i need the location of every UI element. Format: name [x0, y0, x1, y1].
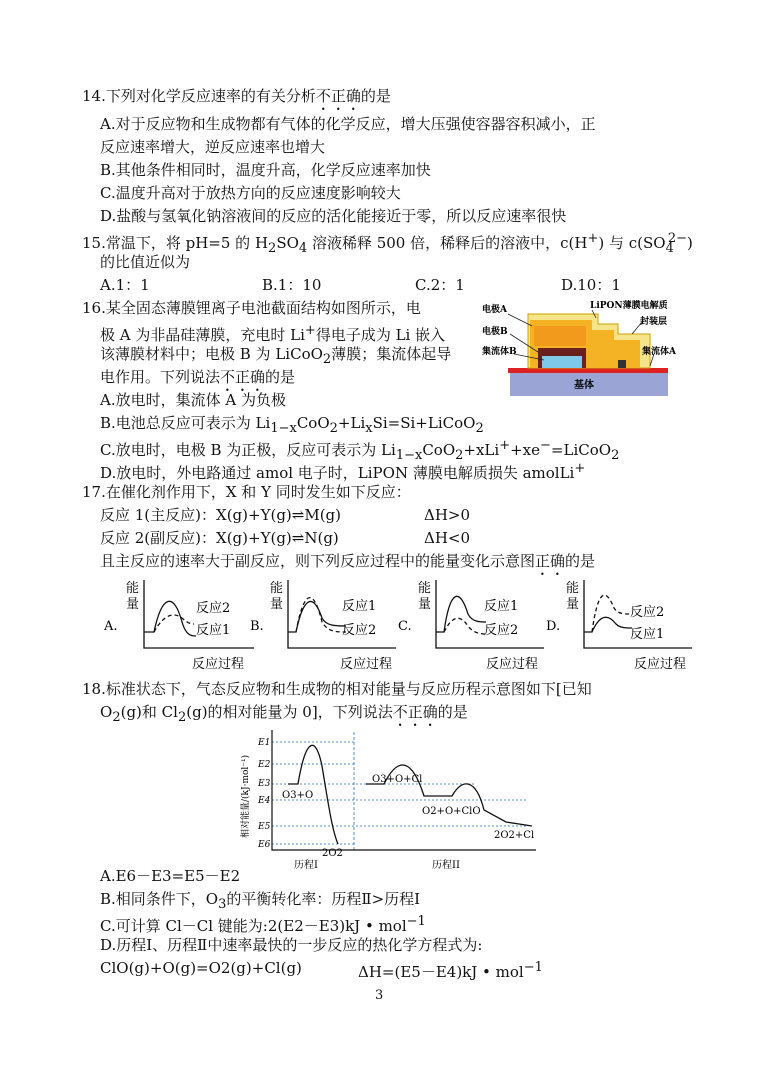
q14-option-c: C.温度升高对于放热方向的反应速度影响较大 — [100, 184, 401, 202]
label-seal: 封装层 — [640, 317, 668, 327]
collector-b-layer — [542, 356, 582, 368]
q17-energy-diagrams — [96, 574, 696, 674]
battery-cross-section-figure — [480, 296, 680, 400]
svg-text:能: 能 — [126, 581, 140, 596]
q18-option-d-dh: ΔH=(E5－E4)kJ • mol$^{-1}$ — [358, 960, 543, 981]
q18-stem-2: $O_2(g)$和 $Cl_2(g)$的相对能量为 0]，下列说法不正确的是 — [100, 703, 468, 725]
svg-text:量: 量 — [126, 597, 140, 612]
q18-option-d: D.历程Ⅰ、历程Ⅱ中速率最快的一步反应的热化学方程式为: — [100, 936, 483, 954]
svg-text:能: 能 — [566, 581, 580, 596]
q16-option-b: B.电池总反应可表示为 $Li_{1-x}CoO_2+Li_xSi=Si+LiCoO_2$ — [100, 414, 484, 436]
diagram-d-curve-1 — [584, 617, 632, 632]
q17-stem: 17.在催化剂作用下，X 和 Y 同时发生如下反应： — [82, 483, 411, 501]
label-path-1: 历程I — [294, 860, 318, 871]
label-o3o: O3+O — [282, 790, 314, 801]
svg-text:反应1: 反应1 — [342, 599, 377, 614]
q18-option-c: C.可计算 Cl－Cl 键能为:2(E2－E3)kJ • mol$^{-1}$ — [100, 914, 426, 935]
label-base: 基体 — [574, 380, 594, 391]
q16-stem-3: 该薄膜材料中；电极 B 为 LiCoO$_2$薄膜；集流体起导 — [100, 345, 452, 367]
svg-text:反应过程: 反应过程 — [340, 657, 393, 672]
q16-option-c: C.放电时，电极 B 为正极，反应可表示为 $Li_{1-x}CoO_2+xLi^++xe^-=LiCoO_2$ — [100, 438, 620, 463]
diagram-a-label: A. — [104, 619, 118, 634]
q17-reaction-2: 反应 2(副反应)：X(g)+Y(g)⇌N(g) — [100, 529, 339, 547]
tick-e6: E6 — [258, 840, 271, 850]
tick-e4: E4 — [258, 796, 271, 806]
q14-option-a-cont: 反应速率增大，逆反应速率也增大 — [100, 138, 326, 156]
q16-stem-1: 16.某全固态薄膜锂离子电池截面结构如图所示，电 — [82, 299, 421, 317]
q17-reaction-1: 反应 1(主反应)：X(g)+Y(g)⇌M(g) — [100, 506, 342, 524]
diagram-d-label: D. — [546, 619, 561, 634]
diagram-c-curve-2 — [444, 618, 488, 634]
q16-stem-4: 电作用。下列说法不正确的是 — [100, 368, 296, 386]
tick-e3: E3 — [258, 779, 271, 789]
q17-condition: 且主反应的速率大于副反应，则下列反应过程中的能量变化示意图正确的是 — [100, 552, 596, 570]
q16-option-a: A.放电时，集流体 A 为负极 — [100, 391, 286, 409]
diagram-c-curve-1 — [436, 596, 486, 632]
q15-option-a: A.1：1 — [100, 276, 150, 294]
label-collector-a: 集流体A — [642, 347, 676, 357]
tick-e2: E2 — [258, 760, 271, 770]
svg-text:量: 量 — [270, 597, 284, 612]
label-2o2cl: 2O2+Cl — [494, 830, 535, 841]
q15-option-c: C.2：1 — [415, 276, 465, 294]
label-electrode-b: 电极B — [482, 327, 508, 337]
q18-y-axis-label: 相对能量/(kJ·mol⁻¹) — [241, 754, 251, 838]
q15-stem: 15.常温下，将 pH=5 的 $H_2SO_4$ 溶液稀释 500 倍，稀释后的溶液中，c(H+) 与 $c(SO_4^{2-})$ — [82, 231, 693, 256]
svg-text:能: 能 — [418, 581, 432, 596]
q15-stem-cont: 的比值近似为 — [100, 253, 191, 271]
tick-e1: E1 — [258, 738, 271, 748]
svg-text:反应2: 反应2 — [630, 605, 665, 620]
collector-strip — [508, 368, 668, 373]
label-2o2: 2O2 — [322, 848, 343, 859]
svg-text:反应2: 反应2 — [342, 623, 377, 638]
page-number: 3 — [375, 988, 384, 1003]
q14-option-a: A.对于反应物和生成物都有气体的化学反应，增大压强使容器容积减小，正 — [100, 115, 596, 133]
q18-option-d-equation: ClO(g)+O(g)=O2(g)+Cl(g) — [100, 959, 302, 977]
q14-option-d: D.盐酸与氢氧化钠溶液间的反应的活化能接近于零，所以反应速率很快 — [100, 207, 567, 225]
diagram-b-label: B. — [250, 619, 264, 634]
q18-energy-profile — [236, 726, 556, 872]
q17-reaction-2-dh: ΔH<0 — [424, 529, 471, 547]
label-lipon: LiPON薄膜电解质 — [590, 301, 668, 311]
label-path-2: 历程II — [432, 860, 460, 871]
diagram-c-label: C. — [398, 619, 412, 634]
q14-option-b: B.其他条件相同时，温度升高，化学反应速率加快 — [100, 161, 431, 179]
label-electrode-a: 电极A — [482, 305, 507, 315]
label-collector-b: 集流体B — [482, 347, 517, 357]
q15-option-d: D.10：1 — [561, 276, 621, 294]
q18-option-a: A.E6－E3=E5－E2 — [100, 867, 241, 885]
diagram-a-curve-2 — [154, 615, 194, 632]
svg-text:量: 量 — [418, 597, 432, 612]
svg-text:反应1: 反应1 — [630, 627, 665, 642]
svg-text:能: 能 — [270, 581, 284, 596]
q18-option-b: B.相同条件下，$O_3$的平衡转化率：历程Ⅱ>历程Ⅰ — [100, 890, 421, 912]
q16-stem-2: 极 A 为非晶硅薄膜，充电时 Li+得电子成为 Li 嵌入 — [100, 323, 446, 344]
label-o2oclo: O2+O+ClO — [422, 806, 481, 817]
svg-text:反应2: 反应2 — [196, 601, 231, 616]
q14-stem: 14.下列对化学反应速率的有关分析不正确的是 — [82, 87, 391, 105]
svg-text:反应过程: 反应过程 — [192, 657, 245, 672]
q16-option-d: D.放电时，外电路通过 amol 电子时，LiPON 薄膜电解质损失 amolLi+ — [100, 461, 586, 482]
svg-text:反应过程: 反应过程 — [634, 657, 687, 672]
label-o3ocl: O3+O+Cl — [372, 774, 423, 785]
svg-text:反应1: 反应1 — [196, 623, 231, 638]
svg-text:反应过程: 反应过程 — [486, 657, 539, 672]
q15-option-b: B.1：10 — [262, 276, 322, 294]
q18-stem-1: 18.标准状态下，气态反应物和生成物的相对能量与反应历程示意图如下[已知 — [82, 680, 592, 698]
svg-text:反应1: 反应1 — [484, 599, 519, 614]
diagram-d-curve-2 — [592, 595, 630, 632]
svg-text:反应2: 反应2 — [484, 623, 519, 638]
tick-e5: E5 — [258, 822, 271, 832]
q17-reaction-1-dh: ΔH>0 — [424, 506, 471, 524]
diagram-a-curve-1 — [144, 601, 196, 636]
svg-text:量: 量 — [566, 597, 580, 612]
